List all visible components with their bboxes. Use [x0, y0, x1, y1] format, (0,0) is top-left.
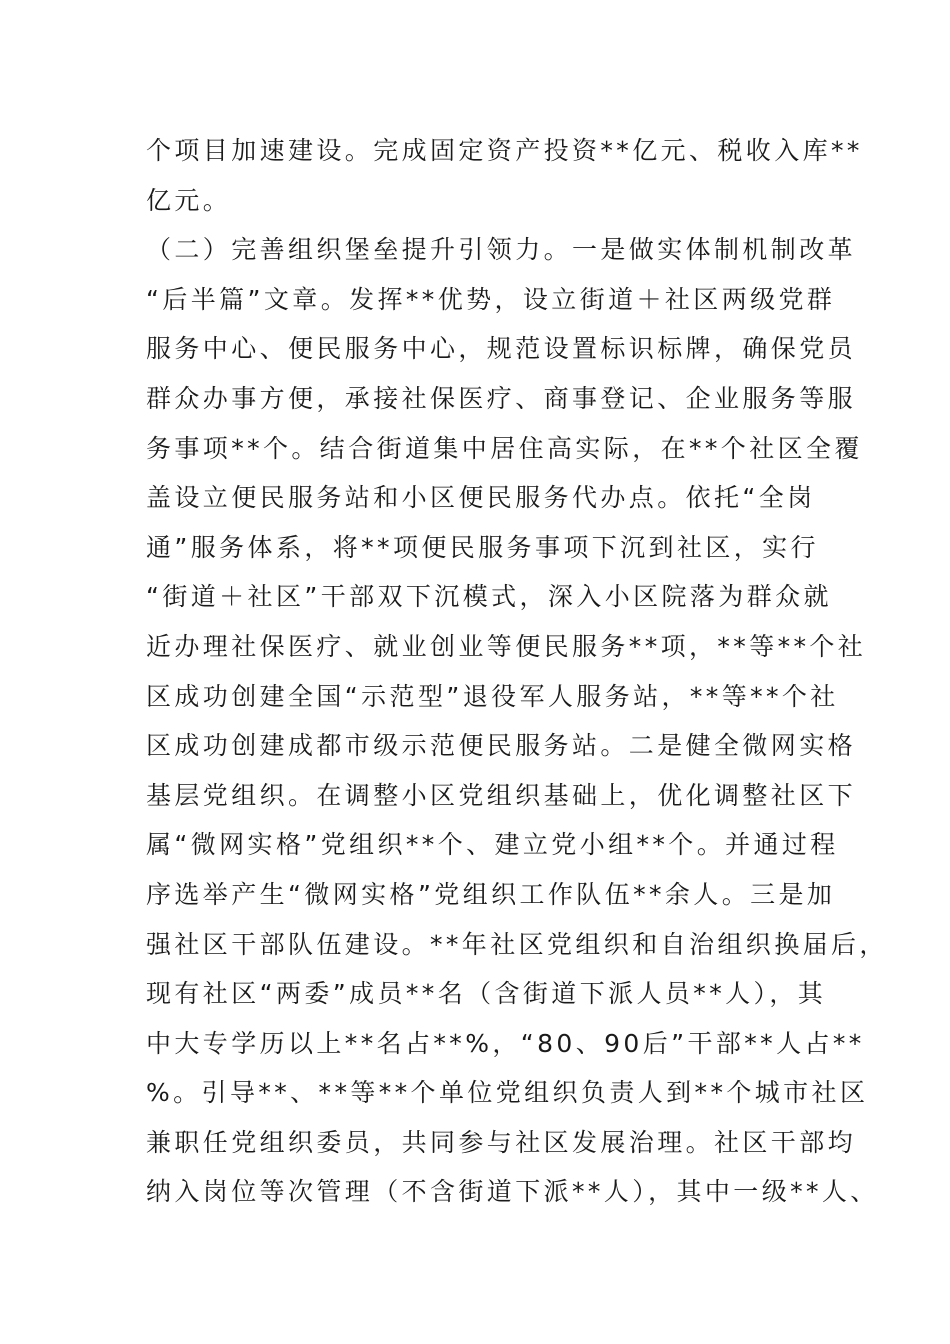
text-line: 兼职任党组织委员，共同参与社区发展治理。社区干部均 — [146, 1127, 857, 1157]
text-line: 强社区干部队伍建设。**年社区党组织和自治组织换届后， — [146, 929, 888, 959]
text-line: 中大专学历以上**名占**%，“80、90后”干部**人占** — [146, 1028, 865, 1058]
text-line: 服务中心、便民服务中心，规范设置标识标牌，确保党员 — [146, 334, 857, 364]
text-line: 现有社区“两委”成员**名（含街道下派人员**人），其 — [146, 979, 827, 1009]
text-line: 区成功创建成都市级示范便民服务站。二是健全微网实格 — [146, 731, 857, 761]
text-line: 基层党组织。在调整小区党组织基础上，优化调整社区下 — [146, 780, 857, 810]
text-line: %。引导**、**等**个单位党组织负责人到**个城市社区 — [146, 1078, 869, 1108]
body-text — [146, 126, 888, 1217]
text-line: 群众办事方便，承接社保医疗、商事登记、企业服务等服 — [146, 383, 857, 413]
text-line: 亿元。 — [146, 185, 232, 215]
text-line: 纳入岗位等次管理（不含街道下派**人），其中一级**人、 — [146, 1177, 879, 1207]
text-line: 盖设立便民服务站和小区便民服务代办点。依托“全岗 — [146, 483, 816, 513]
text-line: 属“微网实格”党组织**个、建立党小组**个。并通过程 — [146, 830, 839, 860]
text-line: 区成功创建全国“示范型”退役军人服务站，**等**个社 — [146, 681, 839, 711]
text-line: 近办理社保医疗、就业创业等便民服务**项，**等**个社 — [146, 631, 867, 661]
text-line: 个项目加速建设。完成固定资产投资**亿元、税收入库** — [146, 136, 863, 165]
text-line: 通”服务体系，将**项便民服务事项下沉到社区，实行 — [146, 532, 819, 562]
text-line: “后半篇”文章。发挥**优势，设立街道＋社区两级党群 — [146, 284, 836, 314]
text-line: 务事项**个。结合街道集中居住高实际，在**个社区全覆 — [146, 433, 863, 463]
text-line: （二）完善组织堡垒提升引领力。一是做实体制机制改革 — [146, 235, 857, 265]
text-line: 序选举产生“微网实格”党组织工作队伍**余人。三是加 — [146, 879, 836, 909]
text-line: “街道＋社区”干部双下沉模式，深入小区院落为群众就 — [146, 582, 832, 612]
